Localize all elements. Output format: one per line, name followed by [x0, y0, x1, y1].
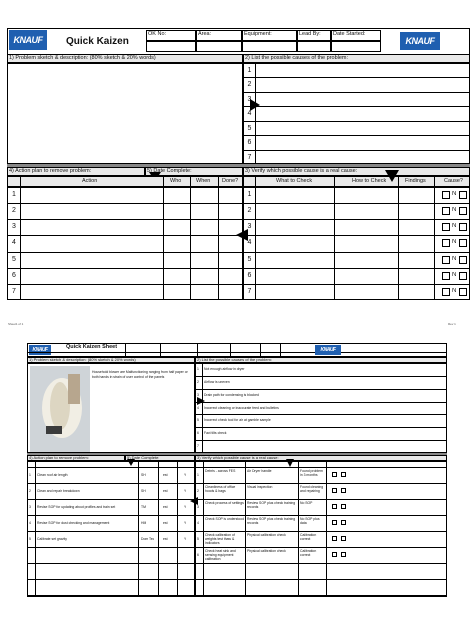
example-cause-checkbox-no[interactable] [341, 552, 346, 557]
arrow-down-icon-2 [385, 170, 399, 182]
ok-no-value[interactable] [146, 41, 196, 52]
action-row-input[interactable] [21, 253, 162, 267]
example-section2-title: 2) List the possible causes of the problem: [197, 357, 272, 362]
example-sketch-area [27, 363, 195, 453]
col-done: Done? [222, 178, 239, 184]
example-cause-checkbox-yes[interactable] [332, 552, 337, 557]
col-how: How to Check [352, 178, 387, 184]
example-cause-text: Fact tilts check [204, 431, 227, 436]
col-who: Who [170, 178, 182, 184]
section3-title: 3) Verify which possible cause is a real cause: [245, 168, 358, 174]
cause-yes-checkbox[interactable] [442, 272, 450, 280]
example-cause-checkbox-no[interactable] [341, 472, 346, 477]
example-action-text: Revise SOP for updating about profiles and train set [37, 505, 116, 509]
action-row-input[interactable] [21, 285, 162, 299]
action-row-number: 3 [12, 223, 16, 231]
example-cause-checkbox-no[interactable] [341, 488, 346, 493]
example-action-when: est [163, 537, 168, 541]
example-action-done: Y [184, 521, 187, 525]
example-action-number: 5 [29, 537, 31, 541]
cause-no-checkbox[interactable] [459, 288, 467, 296]
cause-no-checkbox[interactable] [459, 272, 467, 280]
example-verify-how: Physical calibration check [247, 549, 286, 553]
example-action-done: Y [184, 489, 187, 493]
cause-row-input[interactable] [256, 93, 468, 105]
example-verify-number: 1 [197, 473, 199, 477]
example-cause-number: 6 [197, 431, 199, 436]
example-verify-what: Check heat sink and sensing equipment calibration [205, 549, 236, 561]
action-row-number: 1 [12, 191, 16, 198]
example-verify-finding: Calibration correct [300, 549, 317, 557]
cause-no-checkbox[interactable] [459, 223, 467, 231]
example-cause-number: 4 [197, 405, 199, 410]
example-cause-number: 3 [197, 392, 199, 397]
cause-row-number: 3 [247, 95, 252, 103]
cause-no-checkbox[interactable] [459, 207, 467, 215]
example-cause-checkbox-yes[interactable] [332, 488, 337, 493]
example-action-done: Y [184, 473, 187, 477]
example-verify-how: Air Dryer handle [247, 469, 272, 473]
action-row-number: 7 [12, 287, 16, 295]
example-cause-number: 7 [197, 444, 199, 449]
example-verify-what: Check SOP is understood [205, 517, 244, 521]
example-action-who: HM [141, 521, 147, 525]
example-action-who: SH [141, 473, 146, 477]
knauf-logo-example-right [315, 345, 341, 355]
example-verify-finding: No SOP plus data [300, 517, 320, 525]
verify-table [243, 176, 470, 300]
knauf-logo-example-left-text: KNAUF [32, 347, 48, 353]
example-action-text: Calibrate set gravity [37, 537, 67, 541]
footer-left: Sheet1 of 1 [8, 322, 24, 326]
example-action-number: 3 [29, 505, 31, 509]
example-arrow-right-icon [197, 397, 205, 405]
cause-row-input[interactable] [256, 107, 468, 119]
area-label: Area: [198, 31, 212, 37]
cause-row-number: 2 [247, 81, 252, 89]
knauf-logo-left-text: KNAUF [13, 35, 43, 45]
example-verify-what: Check calibration of weights test thaw & indicators [205, 533, 235, 545]
lead-by-label: Lead By: [299, 31, 321, 37]
example-photo-caption: Household blower are Malfunctioning ranging from half paper or both hands in strain of user control of the panels [92, 370, 188, 379]
example-action-when: est [163, 505, 168, 509]
section1-title: 1) Problem sketch & description: (80% sketch & 20% words) [9, 55, 156, 61]
example-verify-how: Review SOP plus check training records [247, 517, 296, 525]
example-action-text: Revise SOP for dust checking and management [37, 521, 110, 525]
example-verify-number: 2 [197, 489, 199, 493]
action-row-input[interactable] [21, 220, 162, 234]
cause-row-number: 1 [247, 67, 252, 74]
example-verify-what: Cleanliness of office hoods & bags [205, 485, 236, 493]
example-verify-number: 3 [197, 505, 199, 509]
action-row-number: 2 [12, 207, 16, 215]
section2-title: 2) List the possible causes of the problem: [245, 55, 349, 61]
cause-no-label: N [452, 287, 457, 294]
verify-row-number: 5 [247, 255, 252, 263]
lead-by-value[interactable] [297, 41, 331, 52]
knauf-logo-right [400, 32, 440, 50]
cause-row-input[interactable] [256, 122, 468, 134]
example-verify-number: 6 [197, 553, 199, 557]
cause-row-number: 6 [247, 139, 252, 147]
example-verify-finding: Found cleaning and repairing [300, 485, 324, 493]
example-cause-text: Drain path for condensing is blocked [204, 392, 259, 397]
date-started-label: Date Started: [333, 31, 366, 37]
example-cause-checkbox-yes[interactable] [332, 504, 337, 509]
example-verify-finding: Calibration correct [300, 533, 317, 541]
example-cause-checkbox-no[interactable] [341, 536, 346, 541]
example-action-number: 1 [29, 473, 31, 477]
footer-right: Rev 1 [448, 322, 456, 326]
example-section1-title: 1) Problem sketch & description: (80% sketch & 20% words) [29, 357, 136, 362]
example-cause-text: Airflow is uneven [204, 379, 230, 384]
cause-yes-checkbox[interactable] [442, 288, 450, 296]
example-section5-title: 5) Date Complete: [127, 455, 160, 460]
cause-no-checkbox[interactable] [459, 191, 467, 199]
cause-yes-checkbox[interactable] [442, 239, 450, 247]
cause-no-checkbox[interactable] [459, 239, 467, 247]
arrow-right-icon [250, 99, 260, 111]
page-title: Quick Kaizen [66, 36, 129, 47]
example-cause-checkbox-no[interactable] [341, 504, 346, 509]
problem-sketch-area[interactable] [7, 63, 243, 164]
section4-title: 4) Action plan to remove problem: [9, 168, 92, 174]
ok-no-label: OK No: [148, 31, 167, 37]
col-action: Action [82, 178, 98, 184]
example-title: Quick Kaizen Sheet [66, 344, 118, 350]
knauf-logo-example-left [29, 345, 51, 355]
cause-row-number: 5 [247, 124, 252, 132]
cause-row-input[interactable] [256, 78, 468, 90]
cause-yes-checkbox[interactable] [442, 207, 450, 215]
col-what: What to Check [276, 178, 313, 184]
cause-no-label: N [452, 223, 457, 230]
verify-row-number: 1 [247, 191, 252, 198]
cause-no-label: N [452, 239, 457, 246]
verify-row-number: 6 [247, 271, 252, 279]
equipment-label: Equipment: [244, 31, 272, 37]
example-action-text: Clean and repair breakdown [37, 489, 80, 493]
section5-title: 5) Date Complete: [147, 168, 192, 174]
cause-row-number: 4 [247, 110, 252, 118]
example-cause-text: Not enough airflow in dryer [204, 367, 245, 371]
cause-no-label: N [452, 191, 457, 197]
equipment-value[interactable] [242, 41, 297, 52]
example-action-done: Y [184, 537, 187, 541]
action-row-input[interactable] [21, 236, 162, 250]
example-verify-what: Check process of settings [205, 501, 244, 505]
cause-no-checkbox[interactable] [459, 256, 467, 264]
action-row-number: 5 [12, 255, 16, 263]
example-action-who: SH [141, 489, 146, 493]
knauf-logo-left [9, 30, 47, 50]
date-started-value[interactable] [331, 41, 381, 52]
action-row-input[interactable] [21, 188, 162, 202]
example-action-number: 2 [29, 489, 31, 493]
example-verify-table [195, 461, 447, 597]
knauf-logo-right-text: KNAUF [405, 36, 435, 46]
cause-yes-checkbox[interactable] [442, 191, 450, 199]
example-action-number: 4 [29, 521, 31, 525]
example-arrow-left-icon [190, 497, 198, 505]
cause-row-input[interactable] [256, 136, 468, 148]
cause-no-label: N [452, 271, 457, 278]
example-verify-finding: Found problem in 3 months [300, 469, 323, 477]
example-action-when: est [163, 521, 168, 525]
action-row-input[interactable] [21, 204, 162, 218]
cause-row-number: 7 [247, 153, 252, 161]
col-when: When [196, 178, 211, 184]
example-action-when: est [163, 489, 168, 493]
action-row-number: 4 [12, 239, 16, 247]
col-findings: Findings [405, 178, 426, 184]
example-verify-number: 4 [197, 521, 199, 525]
col-cause: Cause? [444, 178, 463, 184]
verify-row-number: 4 [247, 239, 252, 247]
cause-yes-checkbox[interactable] [442, 223, 450, 231]
cause-row-input[interactable] [256, 64, 468, 76]
example-cause-number: 5 [197, 418, 199, 423]
knauf-logo-example-right-text: KNAUF [320, 347, 336, 353]
example-verify-finding: No SOP [300, 501, 313, 505]
cause-no-label: N [452, 255, 457, 262]
example-action-text: Clean roof air length [37, 473, 68, 477]
action-row-input[interactable] [21, 269, 162, 283]
verify-row-number: 3 [247, 223, 252, 231]
example-verify-how: Physical calibration check [247, 533, 286, 537]
example-cause-number: 2 [197, 379, 199, 384]
example-verify-number: 5 [197, 537, 199, 541]
cause-yes-checkbox[interactable] [442, 256, 450, 264]
example-action-who: Dom Tec [141, 537, 155, 541]
example-cause-text: Incorrect cleaning or inaccurate feed and bulletins [204, 405, 279, 410]
arrow-left-icon [236, 229, 248, 241]
example-action-when: est [163, 473, 168, 477]
example-cause-checkbox-yes[interactable] [332, 536, 337, 541]
example-section4-title: 4) Action plan to remove problem: [29, 455, 89, 460]
area-value[interactable] [196, 41, 242, 52]
example-verify-how: Visual inspection [247, 485, 273, 489]
example-cause-checkbox-no[interactable] [341, 520, 346, 525]
example-action-table [27, 461, 195, 597]
example-cause-number: 1 [197, 367, 199, 371]
example-action-done: Y [184, 505, 187, 509]
example-cause-text: Incorrect check tool for air at gamble sample [204, 418, 271, 423]
verify-row-number: 2 [247, 207, 252, 215]
example-section3-title: 3) Verify which possible cause is a real cause: [197, 455, 279, 460]
example-verify-what: Debris - across FES [205, 469, 236, 473]
cause-row-input[interactable] [256, 151, 468, 163]
example-sketch-photo [30, 366, 90, 452]
cause-no-label: N [452, 207, 457, 214]
verify-row-number: 7 [247, 287, 252, 295]
example-cause-checkbox-yes[interactable] [332, 472, 337, 477]
example-verify-how: Review SOP plus check training records [247, 501, 296, 509]
example-cause-checkbox-yes[interactable] [332, 520, 337, 525]
action-row-number: 6 [12, 271, 16, 279]
example-action-who: TM [141, 505, 146, 509]
